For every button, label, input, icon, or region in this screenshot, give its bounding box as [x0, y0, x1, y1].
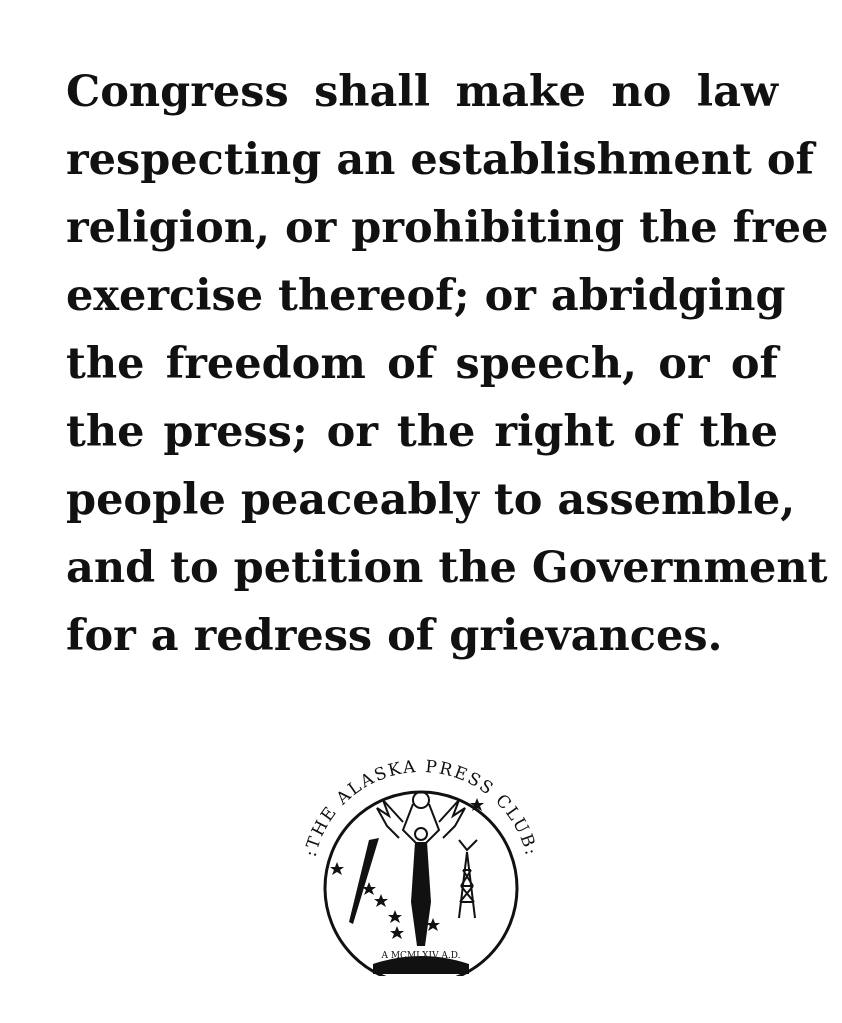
amendment-line: for a redress of grievances.: [66, 611, 723, 661]
amendment-line: respecting an establishment of: [66, 135, 815, 185]
seal-base-text: A MCMLXIV A.D.: [381, 951, 461, 961]
radio-tower-icon: [459, 840, 477, 918]
winged-figure-icon: [377, 792, 465, 946]
amendment-line: Congress shall make no law: [66, 67, 778, 117]
amendment-text: [66, 58, 829, 670]
seal-ring-text: :THE ALASKA PRESS CLUB:: [300, 756, 542, 859]
amendment-line: the press; or the right of the: [66, 407, 778, 457]
amendment-line: and to petition the Government: [66, 543, 828, 593]
seal-emblem-icon: [291, 752, 551, 976]
press-club-seal: [291, 752, 551, 976]
amendment-line: people peaceably to assemble,: [66, 475, 796, 525]
amendment-line: religion, or prohibiting the free: [66, 203, 829, 253]
quill-icon: [349, 838, 379, 924]
amendment-line: exercise thereof; or abridging: [66, 271, 786, 321]
amendment-line: the freedom of speech, or of: [66, 339, 778, 389]
